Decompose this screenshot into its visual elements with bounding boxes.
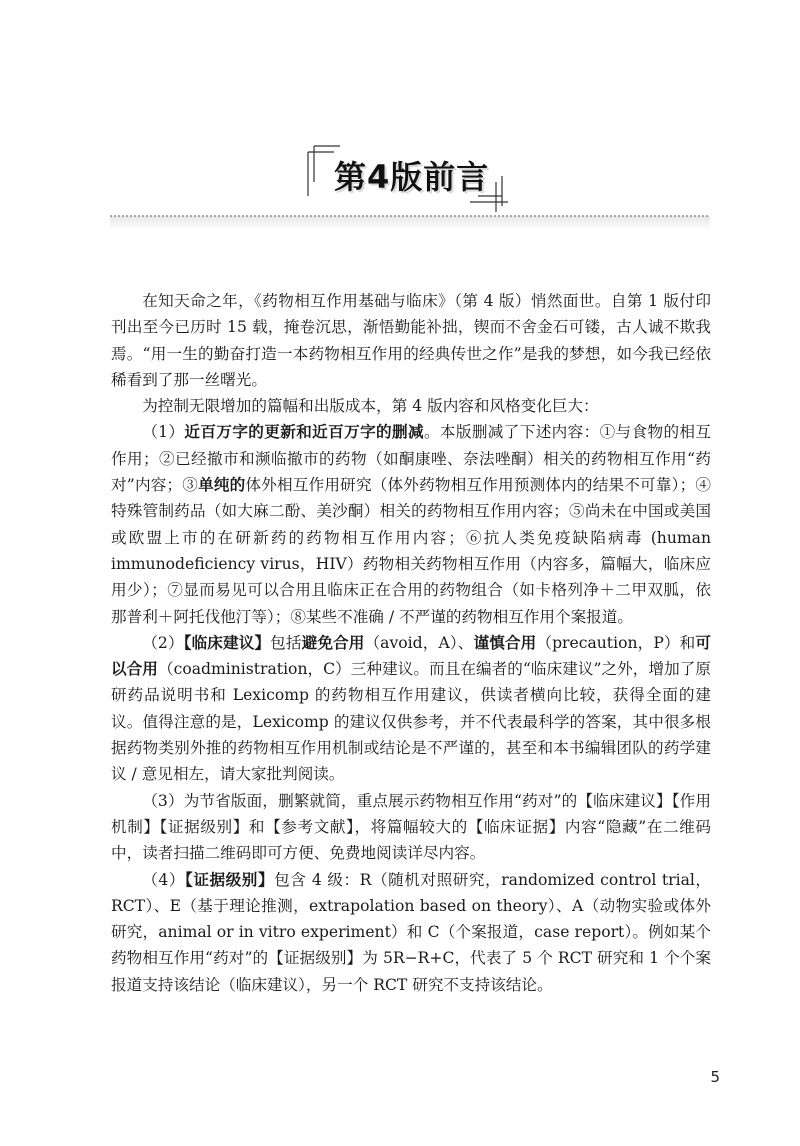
emphasis-text: 近百万字的更新和近百万字的删减 <box>184 423 424 442</box>
paragraph-3 <box>111 419 711 629</box>
item-number: （4） <box>142 870 185 889</box>
emphasis-text: 【证据级别】 <box>184 870 275 889</box>
paragraph-1: 在知天命之年，《药物相互作用基础与临床》（第 4 版）悄然面世。自第 1 版付印刊出至今已历时 15 载，掩卷沉思，渐悟勤能补拙，锲而不舍金石可镂，古人诚不欺我焉。“用一生的勤奋打造一本药物相互作用的经典传世之作”是我的梦想，如今我已经依稀看到了那一丝曙光。 <box>111 292 711 389</box>
paragraph-2: 为控制无限增加的篇幅和出版成本，第 4 版内容和风格变化巨大： <box>142 397 599 416</box>
paragraph-text: 包括 <box>270 633 302 652</box>
paragraph-5: （3）为节省版面，删繁就简，重点展示药物相互作用“药对”的【临床建议】【作用机制】【证据级别】和【参考文献】，将篇幅较大的【临床证据】内容“隐藏”在二维码中，读者扫描二维码即可方便、免费地阅读详尽内容。 <box>111 791 711 863</box>
paragraph-text: 。本版删减了下述内容：①与食物的相互作用；②已经撤市和濒临撤市的药物（如酮康唑、奈法唑酮）相关的药物相互作用“药对”内容；③ <box>111 423 711 495</box>
preface-body <box>111 288 711 998</box>
emphasis-text: 谨慎合用 <box>473 633 537 652</box>
paragraph-text: （avoid，A）、 <box>364 633 474 652</box>
paragraph-4 <box>111 630 711 788</box>
emphasis-text: 【临床建议】 <box>183 633 271 652</box>
paragraph-text: 体外相互作用研究（体外药物相互作用预测体内的结果不可靠）；④特殊管制药品（如大麻二酚、美沙酮）相关的药物相互作用内容；⑤尚未在中国或美国或欧盟上市的在研新药的药物相互作用内容；⑥抗人类免疫缺陷病毒 (human immunodeficiency virus，HIV）药物相关药物相互作用（内容多，篇幅大，临床应用少）；⑦显而易见可以合用且临床正在合用的药物组合（如卡格列净＋二甲双胍，依那普利＋阿托伐他汀等）；⑧某些不准确 / 不严谨的药物相互作用个案报道。 <box>111 476 711 626</box>
emphasis-text: 单纯的 <box>198 476 246 495</box>
page-title: 第4版前言 <box>334 158 490 196</box>
emphasis-text: 避免合用 <box>301 633 365 652</box>
item-number: （2） <box>142 633 184 652</box>
title-ornament <box>0 0 800 240</box>
paragraph-6 <box>111 867 711 998</box>
page-number: 5 <box>710 1068 720 1086</box>
paragraph-text: 包含 4 级：R（随机对照研究，randomized control trial，RCT）、E（基于理论推测，extrapolation based on theory）、A（动物实验或体外研究，animal or in vitro experiment）和 C（个案报道，case report）。例如某个药物相互作用“药对”的【证据级别】为 5R−R+C，代表了 5 个 RCT 研究和 1 个个案报道支持该结论（临床建议），另一个 RCT 研究不支持该结论。 <box>111 870 712 994</box>
ornament-lines <box>0 0 800 240</box>
item-number: （1） <box>142 423 185 442</box>
paragraph-text: （precaution，P）和 <box>536 633 696 652</box>
emphasis-text: 可以合用 <box>111 633 711 679</box>
paragraph-text: （coadministration，C）三种建议。而且在编者的“临床建议”之外，增加了原研药品说明书和 Lexicomp 的药物相互作用建议，供读者横向比较，获得全面的建议。值得注意的是，Lexicomp 的建议仅供参考，并不代表最科学的答案，其中很多根据药物类别外推的药物相互作用机制或结论是不严谨的，甚至和本书编辑团队的药学建议 / 意见相左，请大家批判阅读。 <box>111 660 711 784</box>
